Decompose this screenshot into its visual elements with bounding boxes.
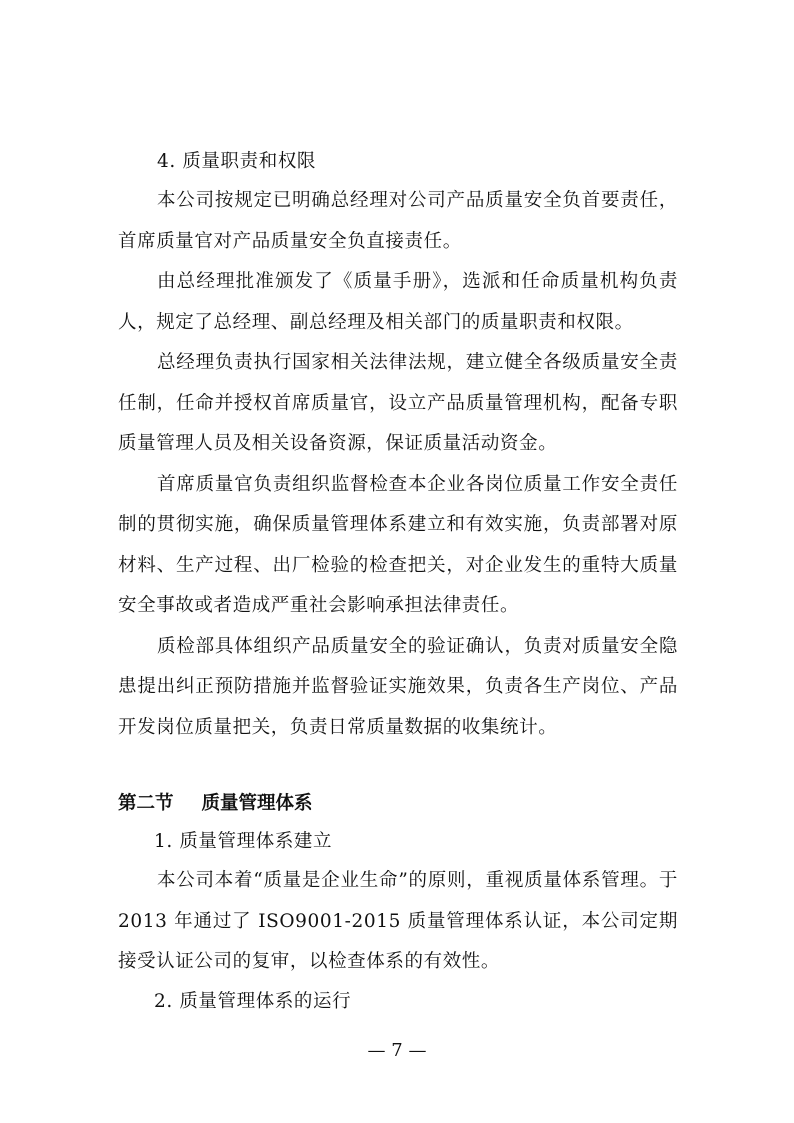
responsibility-paragraphs (118, 181, 678, 748)
section-title: 质量管理体系 (201, 793, 313, 814)
subheading-system-establishment: 1. 质量管理体系建立 (154, 831, 333, 852)
paragraph: 由总经理批准颁发了《质量手册》，选派和任命质量机构负责人，规定了总经理、副总经理及相关部门的质量职责和权限。 (118, 271, 678, 333)
system-paragraph-block (118, 861, 678, 983)
paragraph: 本公司按规定已明确总经理对公司产品质量安全负首要责任，首席质量官对产品质量安全负直接责任。 (118, 190, 678, 252)
page-number: — 7 — (367, 1040, 427, 1061)
paragraph: 首席质量官负责组织监督检查本企业各岗位质量工作安全责任制的贯彻实施，确保质量管理体系建立和有效实施，负责部署对原材料、生产过程、出厂检验的检查把关，对企业发生的重特大质量安全事故或者造成严重社会影响承担法律责任。 (118, 473, 678, 616)
paragraph: 质检部具体组织产品质量安全的验证确认，负责对质量安全隐患提出纠正预防措施并监督验证实施效果，负责各生产岗位、产品开发岗位质量把关，负责日常质量数据的收集统计。 (118, 635, 678, 738)
paragraph: 总经理负责执行国家相关法律法规，建立健全各级质量安全责任制，任命并授权首席质量官，设立产品质量管理机构，配备专职质量管理人员及相关设备资源，保证质量活动资金。 (118, 352, 678, 454)
subheading-system-operation: 2. 质量管理体系的运行 (154, 991, 352, 1012)
paragraph: 本公司本着“质量是企业生命”的原则，重视质量体系管理。于2013 年通过了 ISO9001-2015 质量管理体系认证，本公司定期接受认证公司的复审，以检查体系的有效性。 (118, 870, 678, 972)
subheading-quality-responsibility: 4. 质量职责和权限 (157, 151, 317, 172)
section-number: 第二节 (118, 793, 174, 814)
section-heading (118, 789, 313, 815)
